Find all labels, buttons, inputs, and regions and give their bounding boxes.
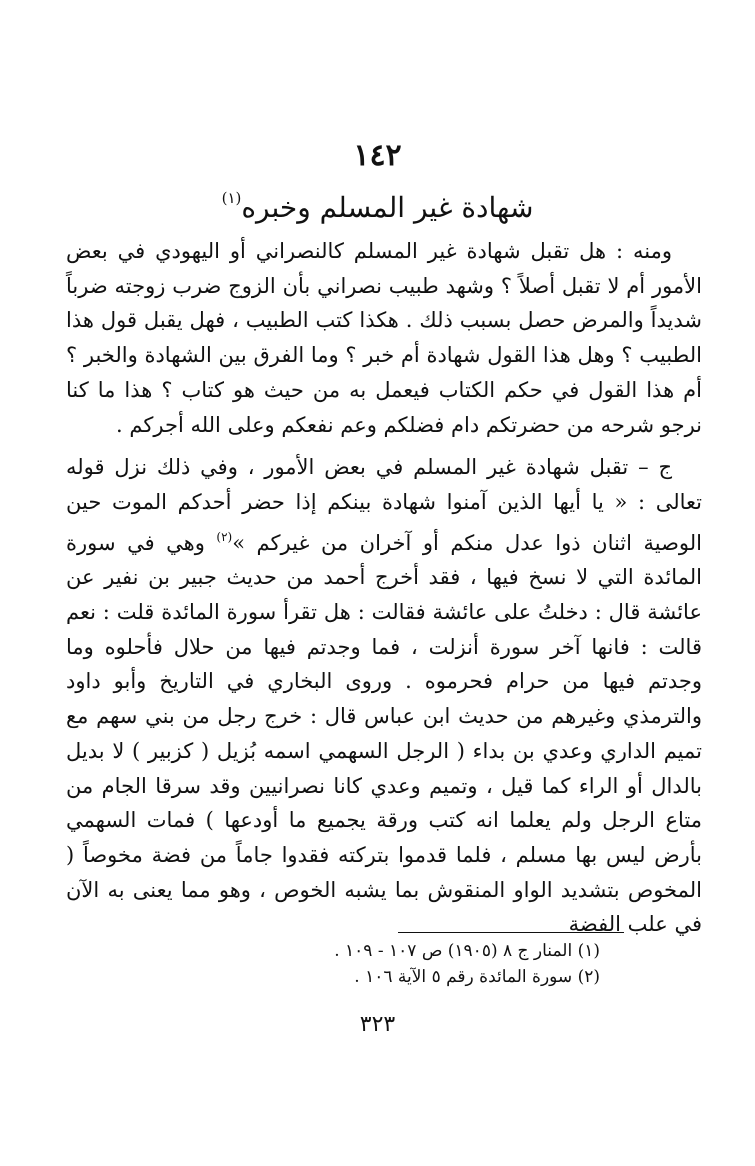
footnote-divider [398, 932, 624, 933]
title-footnote-marker: (١) [221, 189, 242, 207]
answer-paragraph [66, 450, 702, 942]
footnote-1: (١) المنار ج ٨ (١٩٠٥) ص ١٠٧ - ١٠٩ . [334, 941, 600, 961]
answer-text-part2: وهي في سورة المائدة التي لا نسخ فيها ، فقد أخرج أحمد من حديث جبير بن نفير عن عائشة قال : دخلتُ على عائشة فقالت : هل تقرأ سورة المائدة قلت : نعم قالت : فانها آخر سورة أنزلت ، فما وجدتم فيها من حلال فأحلوه وما وجدتم فيها من حرام فحرموه . وروى البخاري في التاريخ وأبو داود والترمذي وغيرهم من حديث ابن عباس قال : خرج رجل من بني سهم مع تميم الداري وعدي بن بداء ( الرجل السهمي اسمه بُزيل ( كزبير ) لا بديل بالدال أو الراء كما قيل ، وتميم وعدي كانا نصرانيين وقد سرقا الجام من متاع الرجل ولم يعلما انه كتب ورقة يجميع ما أودعها ) فمات السهمي بأرض ليس بها مسلم ، فلما قدموا بتركته فقدوا جاماً من فضة مخوصاً ( المخوص بتشديد الواو المنقوش بما يشبه الخوص ، وهو مما يعنى به الآن في علب الفضة [66, 530, 702, 937]
section-number: ١٤٢ [353, 138, 402, 173]
section-title [0, 176, 755, 230]
footnote-2: (٢) سورة المائدة رقم ٥ الآية ١٠٦ . [354, 967, 600, 987]
answer-text-part1: ج – تقبل شهادة غير المسلم في بعض الأمور ، وفي ذلك نزل قوله تعالى : « يا أيها الذين آمنوا شهادة بينكم إذا حضر أحدكم الموت حين الوصية اثنان ذوا عدل منكم أو آخران من غيركم » [66, 455, 702, 555]
footnotes [150, 938, 600, 990]
body-text [66, 234, 702, 942]
question-paragraph: ومنه : هل تقبل شهادة غير المسلم كالنصراني أو اليهودي في بعض الأمور أم لا تقبل أصلاً ؟ وشهد طبيب نصراني بأن الزوج ضرب زوجته ضرباً شديداً والمرض حصل بسبب ذلك . هكذا كتب الطبيب ، فهل يقبل قول هذا الطبيب ؟ وهل هذا القول شهادة أم خبر ؟ وما الفرق بين الشهادة والخبر ؟ أم هذا القول في حكم الكتاب فيعمل به من حيث هو كتاب ؟ هذا ما كنا نرجو شرحه من حضرتكم دام فضلكم وعم نفعكم وعلى الله أجركم . [66, 239, 702, 437]
verse-footnote-marker: (٢) [216, 529, 233, 544]
page-number: ٣٢٣ [359, 1012, 396, 1037]
section-title-text: شهادة غير المسلم وخبره [241, 191, 534, 224]
